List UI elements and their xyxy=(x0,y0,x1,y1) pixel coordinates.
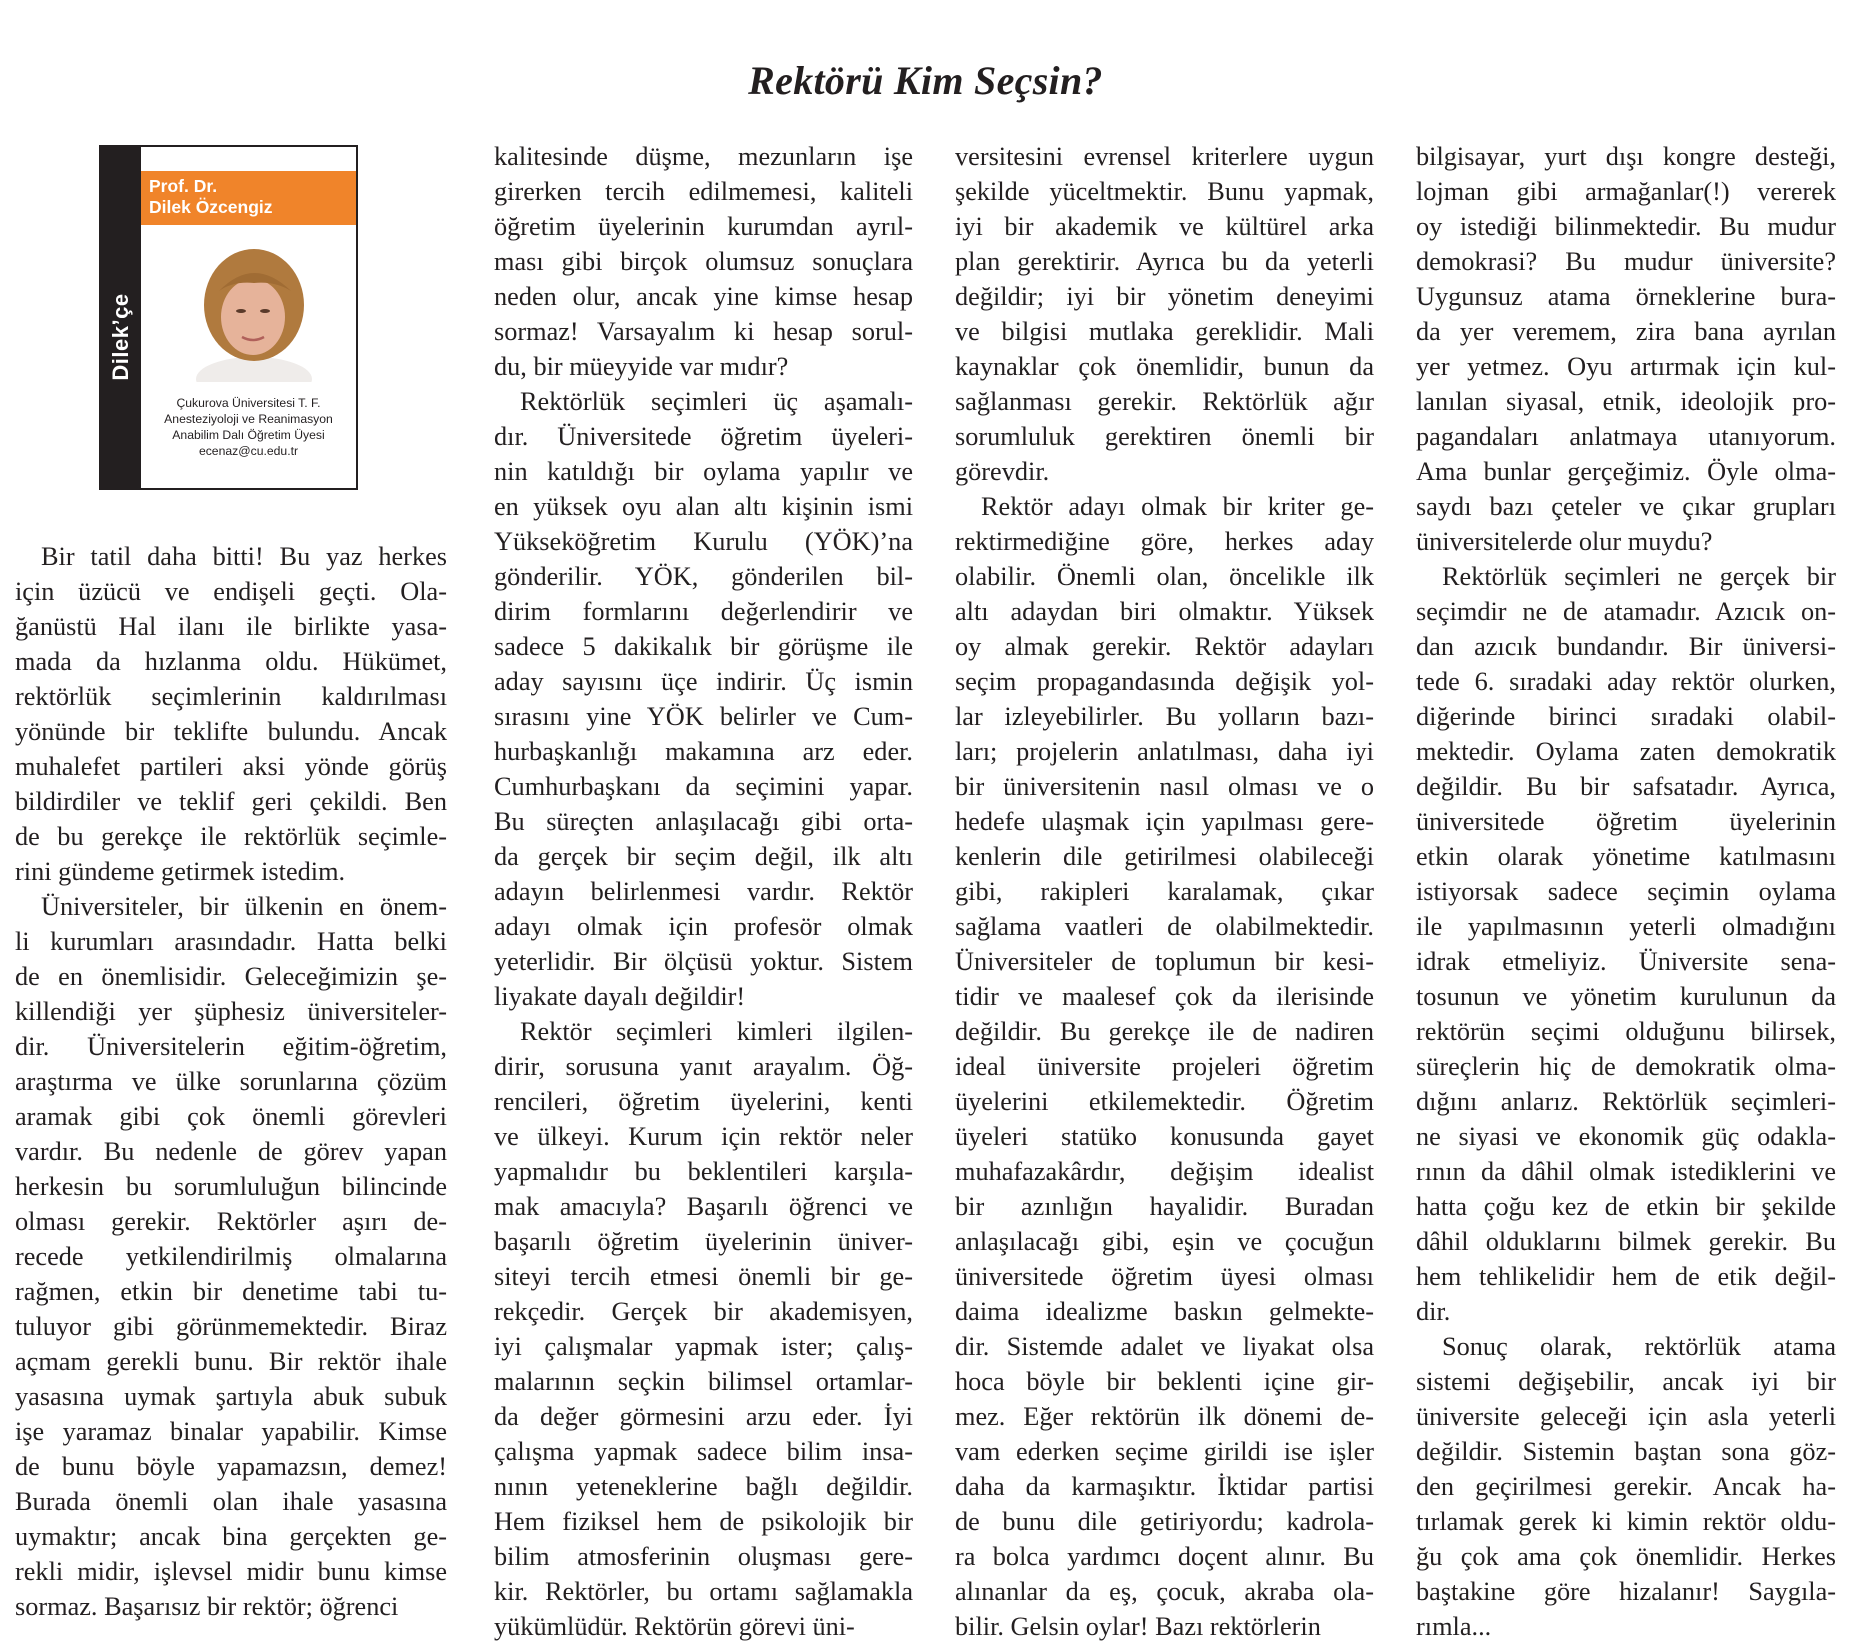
text-line: Rektör seçimleri kimleri ilgilen- xyxy=(520,1017,913,1046)
text-line: da gerçek bir seçim değil, ilk altı xyxy=(494,842,913,871)
text-line: yönünde bir teklifte bulundu. Ancak xyxy=(15,717,447,746)
text-line: altı adaydan biri olmaktır. Yüksek xyxy=(955,597,1374,626)
text-line: herkesin bu sorumluluğun bilincinde xyxy=(15,1172,447,1201)
text-line: dirim formlarını değerlendirir ve xyxy=(494,597,913,626)
text-line: rekli midir, işlevsel midir bunu kimse xyxy=(15,1557,447,1586)
text-line: Uygunsuz atama örneklerine bura- xyxy=(1416,282,1836,311)
text-line: anlaşılacağı gibi, eşin ve çocuğun xyxy=(955,1227,1374,1256)
text-line: en yüksek oyu alan altı kişinin ismi xyxy=(494,492,913,521)
text-line: malarının seçkin bilimsel ortamlar- xyxy=(494,1367,913,1396)
text-line: iyi bir akademik ve kültürel arka xyxy=(955,212,1374,241)
text-line: tuluyor gibi görünmemektedir. Biraz xyxy=(15,1312,447,1341)
text-line: versitesini evrensel kriterlere uygun xyxy=(955,142,1374,171)
text-line: adayın belirlenmesi vardır. Rektör xyxy=(494,877,913,906)
text-line: bilgisayar, yurt dışı kongre desteği, xyxy=(1416,142,1836,171)
text-line: mada da hızlanma oldu. Hükümet, xyxy=(15,647,447,676)
affiliation-line: Çukurova Üniversitesi T. F. xyxy=(176,396,321,410)
text-line: bir azınlığın hayalidir. Buradan xyxy=(955,1192,1374,1221)
text-line: Yükseköğretim Kurulu (YÖK)’na xyxy=(494,527,913,556)
text-line: kaynaklar çok önemlidir, bunun da xyxy=(955,352,1374,381)
text-line: üniversitede öğretim üyelerinin xyxy=(1416,807,1836,836)
text-line: daima idealizme baskın gelmekte- xyxy=(955,1297,1374,1326)
text-line: ğu çok ama çok önemlidir. Herkes xyxy=(1416,1542,1836,1571)
text-line: işe yaramaz binalar yapabilir. Kimse xyxy=(15,1417,447,1446)
article-paragraph xyxy=(1416,139,1836,559)
text-line: vardır. Bu nedenle de görev yapan xyxy=(15,1137,447,1166)
text-line: diğerinde birinci sıradaki olabil- xyxy=(1416,702,1836,731)
text-line: tırlamak gerek ki kimin rektör oldu- xyxy=(1416,1507,1836,1536)
text-line: neden olur, ancak yine kimse hesap xyxy=(494,282,913,311)
article-paragraph xyxy=(1416,559,1836,1329)
text-line: dir. Üniversitelerin eğitim-öğretim, xyxy=(15,1032,447,1061)
text-line: lar izleyebilirler. Bu yolların bazı- xyxy=(955,702,1374,731)
text-line: kalitesinde düşme, mezunların işe xyxy=(494,142,913,171)
text-line: rektörlük seçimlerinin kaldırılması xyxy=(15,682,447,711)
text-line: yer yetmez. Oyu artırmak için kul- xyxy=(1416,352,1836,381)
text-line: sağlama vaatleri de olabilmektedir. xyxy=(955,912,1374,941)
text-line: üniversitede öğretim üyesi olması xyxy=(955,1262,1374,1291)
text-line: uymaktır; ancak bina gerçekten ge- xyxy=(15,1522,447,1551)
text-line: seçim propagandasında değişik yol- xyxy=(955,667,1374,696)
text-line: öğretim üyelerinin kurumdan ayrıl- xyxy=(494,212,913,241)
text-line: gibi, rakipleri karalamak, çıkar xyxy=(955,877,1374,906)
text-line: hem tehlikelidir hem de etik değil- xyxy=(1416,1262,1836,1291)
column-name-label: Dilek’çe xyxy=(108,293,133,381)
text-line: ra bolca yardımcı doçent alınır. Bu xyxy=(955,1542,1374,1571)
text-line: ları; projelerin anlatılması, daha iyi xyxy=(955,737,1374,766)
text-line: sırasını yine YÖK belirler ve Cum- xyxy=(494,702,913,731)
text-line: daha da karmaşıktır. İktidar partisi xyxy=(955,1472,1374,1501)
text-line: dir. xyxy=(1416,1297,1451,1326)
text-line: bir üniversitenin nasıl olması ve o xyxy=(955,772,1374,801)
text-line: hoca böyle bir beklenti içine gir- xyxy=(955,1367,1374,1396)
text-line: Hem fiziksel hem de psikolojik bir xyxy=(494,1507,913,1536)
article-column-1 xyxy=(15,539,447,1624)
article-paragraph xyxy=(494,384,913,1014)
author-name-band xyxy=(141,171,356,225)
text-line: rımla... xyxy=(1416,1612,1492,1641)
text-line: ğanüstü Hal ilanı ile birlikte yasa- xyxy=(15,612,447,641)
text-line: aramak gibi çok önemli görevleri xyxy=(15,1102,447,1131)
text-line: rektörün seçimi olduğunu bilirsek, xyxy=(1416,1017,1836,1046)
text-line: gönderilir. YÖK, gönderilen bil- xyxy=(494,562,913,591)
text-line: saydı bazı çeteler ve çıkar grupları xyxy=(1416,492,1836,521)
text-line: den geçirilmesi gerekir. Ancak ha- xyxy=(1416,1472,1836,1501)
text-line: yükümlüdür. Rektörün görevi üni- xyxy=(494,1612,855,1641)
article-title: Rektörü Kim Seçsin? xyxy=(748,57,1103,103)
text-line: sağlanması gerekir. Rektörlük ağır xyxy=(955,387,1374,416)
text-line: alınanlar da eş, çocuk, akraba ola- xyxy=(955,1577,1374,1606)
text-line: da yer veremem, zira bana ayrılan xyxy=(1416,317,1836,346)
text-line: mez. Eğer rektörün ilk dönemi de- xyxy=(955,1402,1374,1431)
text-line: dir. Sistemde adalet ve liyakat olsa xyxy=(955,1332,1374,1361)
text-line: rini gündeme getirmek istedim. xyxy=(15,857,346,886)
text-line: killendiği yer şüphesiz üniversiteler- xyxy=(15,997,447,1026)
portrait-face xyxy=(221,279,285,355)
text-line: açmam gerekli bunu. Bir rektör ihale xyxy=(15,1347,447,1376)
text-line: sadece 5 dakikalık bir görüşme ile xyxy=(494,632,913,661)
affiliation-line: Anesteziyoloji ve Reanimasyon xyxy=(164,412,333,426)
text-line: bilim atmosferinin oluşması gere- xyxy=(494,1542,913,1571)
text-line: iyi çalışmalar yapmak ister; çalış- xyxy=(494,1332,913,1361)
text-line: de bu gerekçe ile rektörlük seçimle- xyxy=(15,822,447,851)
text-line: dirir, sorusuna yanıt arayalım. Öğ- xyxy=(494,1052,913,1081)
text-line: üniversitelerde olur muydu? xyxy=(1416,527,1713,556)
text-line: Rektör adayı olmak bir kriter ge- xyxy=(981,492,1374,521)
text-line: olabilir. Önemli olan, öncelikle ilk xyxy=(955,562,1374,591)
text-line: ve bilgisi mutlaka gereklidir. Mali xyxy=(955,317,1374,346)
text-line: oy almak gerekir. Rektör adayları xyxy=(955,632,1374,661)
text-line: ideal üniversite projeleri öğretim xyxy=(955,1052,1374,1081)
text-line: lojman gibi armağanlar(!) vererek xyxy=(1416,177,1836,206)
text-line: rektirmediğine göre, herkes aday xyxy=(955,527,1374,556)
text-line: sormaz! Varsayalım ki hesap sorul- xyxy=(494,317,913,346)
article-paragraph xyxy=(15,889,447,1624)
text-line: Üniversiteler de toplumun bir kesi- xyxy=(955,947,1374,976)
article-paragraph xyxy=(1416,1329,1836,1644)
text-line: Bu süreçten anlaşılacağı gibi orta- xyxy=(494,807,913,836)
text-line: yapmalıdır bu beklentileri karşıla- xyxy=(494,1157,913,1186)
text-line: ile yapılmasının yeterli olmadığını xyxy=(1416,912,1836,941)
text-line: du, bir müeyyide var mıdır? xyxy=(494,352,789,381)
text-line: de bunu böyle yapamazsın, demez! xyxy=(15,1452,447,1481)
text-line: muhafazakârdır, değişim idealist xyxy=(955,1157,1374,1186)
text-line: sorumluluk gerektiren önemli bir xyxy=(955,422,1374,451)
text-line: bildirdiler ve teklif geri çekildi. Ben xyxy=(15,787,447,816)
text-line: demokrasi? Bu mudur üniversite? xyxy=(1416,247,1836,276)
text-line: nin katıldığı bir oylama yapılır ve xyxy=(494,457,913,486)
author-name: Dilek Özcengiz xyxy=(149,197,273,217)
text-line: nının yeteneklerine bağlı değildir. xyxy=(494,1472,913,1501)
text-line: değildir. Bu gerekçe ile de nadiren xyxy=(955,1017,1374,1046)
text-line: başarılı öğretim üyelerinin üniver- xyxy=(494,1227,913,1256)
text-line: araştırma ve ülke sorunlarına çözüm xyxy=(15,1067,447,1096)
column-name-spine xyxy=(101,147,141,488)
text-line: şekilde yüceltmektir. Bunu yapmak, xyxy=(955,177,1374,206)
author-email: ecenaz@cu.edu.tr xyxy=(198,444,299,458)
text-line: ne siyasi ve ekonomik güç odakla- xyxy=(1416,1122,1836,1151)
article-paragraph xyxy=(494,139,913,384)
text-line: aday sayısını üçe indirir. Üç ismin xyxy=(494,667,913,696)
text-line: yasasına uymak şartıyla abuk subuk xyxy=(15,1382,447,1411)
text-line: plan gerektirir. Ayrıca bu da yeterli xyxy=(955,247,1374,276)
text-line: bilir. Gelsin oylar! Bazı rektörlerin xyxy=(955,1612,1321,1641)
text-line: recede yetkilendirilmiş olmalarına xyxy=(15,1242,447,1271)
text-line: sormaz. Başarısız bir rektör; öğrenci xyxy=(15,1592,399,1621)
text-line: oy istediği bilinmektedir. Bu mudur xyxy=(1416,212,1836,241)
text-line: pagandaları anlatmaya utanıyorum. xyxy=(1416,422,1836,451)
text-line: adayı olmak için profesör olmak xyxy=(494,912,913,941)
text-line: Rektörlük seçimleri ne gerçek bir xyxy=(1442,562,1836,591)
text-line: seçimdir ne de atamadır. Azıcık on- xyxy=(1416,597,1836,626)
text-line: girerken tercih edilmemesi, kaliteli xyxy=(494,177,913,206)
text-line: Ama bunlar gerçeğimiz. Öyle olma- xyxy=(1416,457,1836,486)
text-line: süreçlerin hiç de demokratik olma- xyxy=(1416,1052,1836,1081)
text-line: istiyorsak sadece seçimin oylama xyxy=(1416,877,1836,906)
text-line: rekçedir. Gerçek bir akademisyen, xyxy=(494,1297,913,1326)
text-line: rağmen, etkin bir denetime tabi tu- xyxy=(15,1277,447,1306)
author-portrait-image xyxy=(195,247,313,382)
text-line: değildir; iyi bir yönetim deneyimi xyxy=(955,282,1374,311)
affiliation-line: Anabilim Dalı Öğretim Üyesi xyxy=(172,428,325,442)
text-line: da değer görmesini arzu eder. İyi xyxy=(494,1402,913,1431)
text-line: tosunun ve yönetim kurulunun da xyxy=(1416,982,1836,1011)
text-line: görevdir. xyxy=(955,457,1050,486)
text-line: üyeleri statüko konusunda gayet xyxy=(955,1122,1374,1151)
text-line: kir. Rektörler, bu ortamı sağlamakla xyxy=(494,1577,913,1606)
article-column-4 xyxy=(1416,139,1836,1644)
article-paragraph xyxy=(955,489,1374,1644)
text-line: Bir tatil daha bitti! Bu yaz herkes xyxy=(41,542,447,571)
text-line: de en önemlisidir. Geleceğimizin şe- xyxy=(15,962,447,991)
article-paragraph xyxy=(955,139,1374,489)
text-line: li kurumları arasındadır. Hatta belki xyxy=(15,927,447,956)
text-line: tidir ve maalesef çok da ilerisinde xyxy=(955,982,1374,1011)
text-line: Cumhurbaşkanı da seçimini yapar. xyxy=(494,772,913,801)
text-line: vam ederken seçime girildi ise işler xyxy=(955,1437,1374,1466)
text-line: rencileri, öğretim üyelerini, kenti xyxy=(494,1087,913,1116)
text-line: dan azıcık bundandır. Bir üniversi- xyxy=(1416,632,1836,661)
text-line: liyakate dayalı değildir! xyxy=(494,982,746,1011)
text-line: siteyi tercih etmesi önemli bir ge- xyxy=(494,1262,913,1291)
author-affiliation xyxy=(141,395,356,459)
text-line: ve ülkeyi. Kurum için rektör neler xyxy=(494,1122,913,1151)
text-line: Burada önemli olan ihale yasasına xyxy=(15,1487,447,1516)
text-line: baştakine göre hizalanır! Saygıla- xyxy=(1416,1577,1836,1606)
portrait-eye-left xyxy=(236,309,246,313)
text-line: hurbaşkanlığı makamına arz eder. xyxy=(494,737,913,766)
text-line: Üniversiteler, bir ülkenin en önem- xyxy=(41,892,447,921)
text-line: rının da dâhil olmak istediklerini ve xyxy=(1416,1157,1836,1186)
portrait-eye-right xyxy=(260,309,270,313)
text-line: olması gerekir. Rektörler aşırı de- xyxy=(15,1207,447,1236)
text-line: muhalefet partileri aksi yönde görüş xyxy=(15,752,447,781)
text-line: için üzücü ve endişeli geçti. Ola- xyxy=(15,577,447,606)
text-line: etkin olarak yönetime katılmasını xyxy=(1416,842,1836,871)
text-line: hatta çoğu kez de etkin bir şekilde xyxy=(1416,1192,1836,1221)
article-column-2 xyxy=(494,139,913,1644)
text-line: üyelerini etkilemektedir. Öğretim xyxy=(955,1087,1374,1116)
text-line: kenlerin dile getirilmesi olabileceği xyxy=(955,842,1374,871)
text-line: de bunu dile getiriyordu; kadrola- xyxy=(955,1507,1374,1536)
text-line: mak amacıyla? Başarılı öğrenci ve xyxy=(494,1192,913,1221)
author-profile-box xyxy=(99,145,358,490)
text-line: yeterlidir. Bir ölçüsü yoktur. Sistem xyxy=(494,947,913,976)
text-line: Rektörlük seçimleri üç aşamalı- xyxy=(520,387,913,416)
text-line: tede 6. sıradaki aday rektör olurken, xyxy=(1416,667,1836,696)
text-line: ması gibi birçok olumsuz sonuçlara xyxy=(494,247,913,276)
text-line: mektedir. Oylama zaten demokratik xyxy=(1416,737,1836,766)
text-line: dır. Üniversitede öğretim üyeleri- xyxy=(494,422,913,451)
text-line: dığını anlarız. Rektörlük seçimleri- xyxy=(1416,1087,1836,1116)
text-line: çalışma yapmak sadece bilim insa- xyxy=(494,1437,913,1466)
text-line: üniversite geleceği için asla yeterli xyxy=(1416,1402,1836,1431)
article-paragraph xyxy=(15,539,447,889)
text-line: hedefe ulaşmak için yapılması gere- xyxy=(955,807,1374,836)
text-line: idrak etmeliyiz. Üniversite sena- xyxy=(1416,947,1836,976)
text-line: sistemi değişebilir, ancak iyi bir xyxy=(1416,1367,1836,1396)
text-line: değildir. Sistemin baştan sona göz- xyxy=(1416,1437,1836,1466)
article-paragraph xyxy=(494,1014,913,1644)
article-column-3 xyxy=(955,139,1374,1644)
text-line: değildir. Bu bir safsatadır. Ayrıca, xyxy=(1416,772,1836,801)
author-title: Prof. Dr. xyxy=(149,176,218,196)
text-line: dâhil olduklarını bilmek gerekir. Bu xyxy=(1416,1227,1836,1256)
text-line: lanılan siyasal, etnik, ideolojik pro- xyxy=(1416,387,1836,416)
text-line: Sonuç olarak, rektörlük atama xyxy=(1442,1332,1836,1361)
